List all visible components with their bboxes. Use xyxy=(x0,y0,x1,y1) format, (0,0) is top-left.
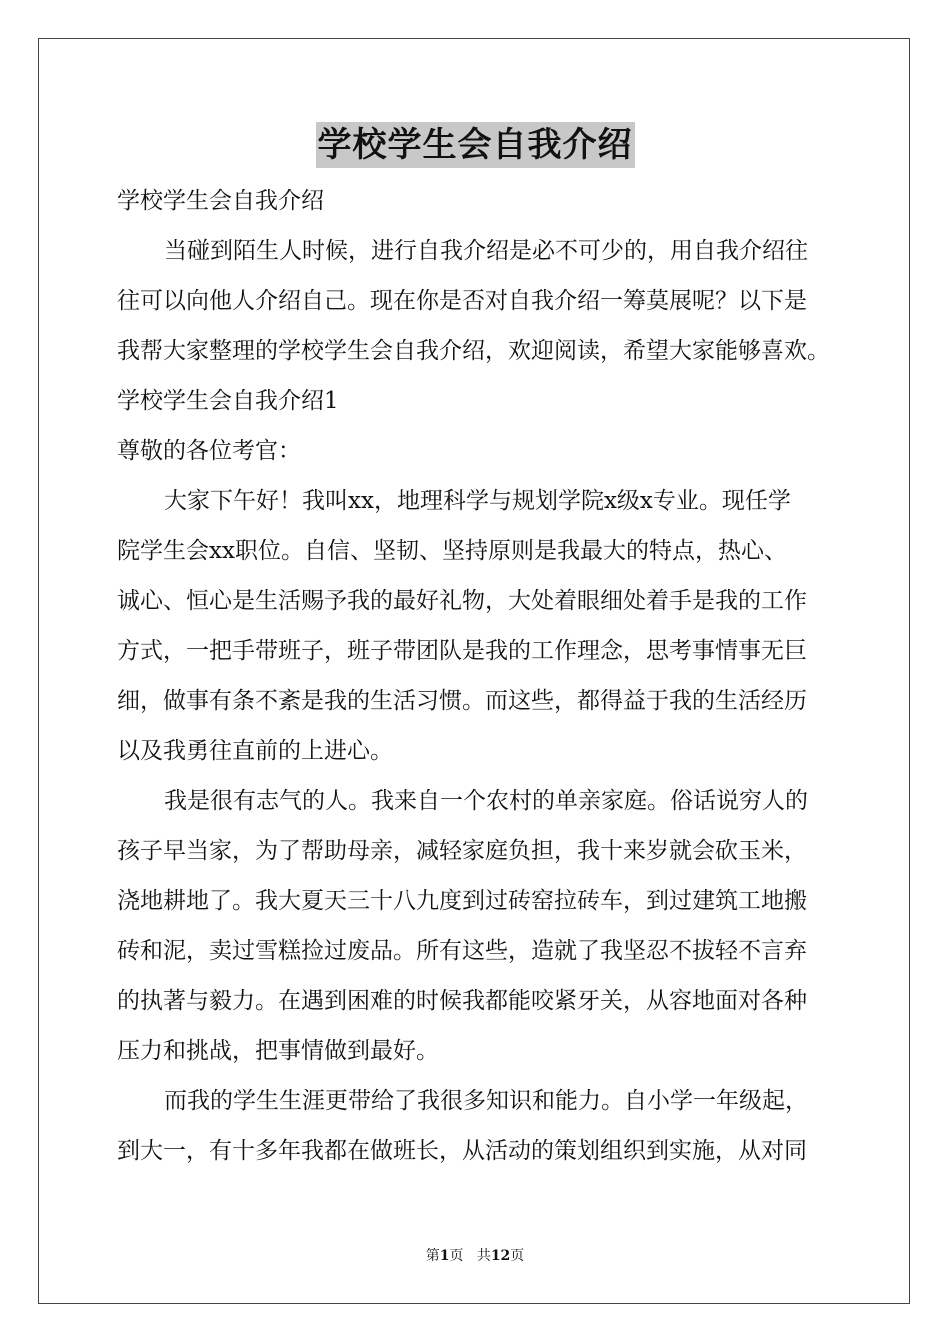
text-line: 压力和挑战，把事情做到最好。 xyxy=(117,1038,439,1064)
page-number: 1 xyxy=(439,1248,450,1264)
text-line: 当碰到陌生人时候，进行自我介绍是必不可少的，用自我介绍往 xyxy=(164,238,808,264)
text-line: 学校学生会自我介绍 xyxy=(117,188,324,214)
text-line: 以及我勇往直前的上进心。 xyxy=(117,738,393,764)
text-line: 而我的学生生涯更带给了我很多知识和能力。自小学一年级起， xyxy=(164,1088,808,1114)
text-line: 浇地耕地了。我大夏天三十八九度到过砖窑拉砖车，到过建筑工地搬 xyxy=(117,888,807,914)
document-title-wrapper xyxy=(0,122,950,168)
text-line: 我帮大家整理的学校学生会自我介绍，欢迎阅读，希望大家能够喜欢。 xyxy=(117,338,830,364)
text-line: 诚心、恒心是生活赐予我的最好礼物，大处着眼细处着手是我的工作 xyxy=(117,588,807,614)
text-line: 我是很有志气的人。我来自一个农村的单亲家庭。俗话说穷人的 xyxy=(164,788,808,814)
text-line: 到大一，有十多年我都在做班长，从活动的策划组织到实施，从对同 xyxy=(117,1138,807,1164)
text-line: 孩子早当家，为了帮助母亲，减轻家庭负担，我十来岁就会砍玉米， xyxy=(117,838,807,864)
document-body xyxy=(117,176,837,1176)
total-pages: 12 xyxy=(490,1248,511,1264)
page-prefix: 第 xyxy=(425,1248,440,1264)
page-suffix: 页 xyxy=(449,1248,464,1264)
text-line: 院学生会xx职位。自信、坚韧、坚持原则是我最大的特点，热心、 xyxy=(117,538,787,564)
document-title: 学校学生会自我介绍 xyxy=(316,122,635,168)
text-line: 砖和泥，卖过雪糕捡过废品。所有这些，造就了我坚忍不拔轻不言弃 xyxy=(117,938,807,964)
text-line: 细，做事有条不紊是我的生活习惯。而这些，都得益于我的生活经历 xyxy=(117,688,807,714)
text-line: 往可以向他人介绍自己。现在你是否对自我介绍一筹莫展呢？以下是 xyxy=(117,288,807,314)
total-suffix: 页 xyxy=(510,1248,525,1264)
text-line: 方式，一把手带班子，班子带团队是我的工作理念，思考事情事无巨 xyxy=(117,638,807,664)
text-line: 学校学生会自我介绍1 xyxy=(117,388,339,414)
total-prefix: 共 xyxy=(476,1248,491,1264)
text-line: 尊敬的各位考官： xyxy=(117,438,301,464)
page-footer xyxy=(0,1245,950,1265)
text-line: 大家下午好！我叫xx，地理科学与规划学院x级x专业。现任学 xyxy=(164,488,791,514)
text-line: 的执著与毅力。在遇到困难的时候我都能咬紧牙关，从容地面对各种 xyxy=(117,988,807,1014)
